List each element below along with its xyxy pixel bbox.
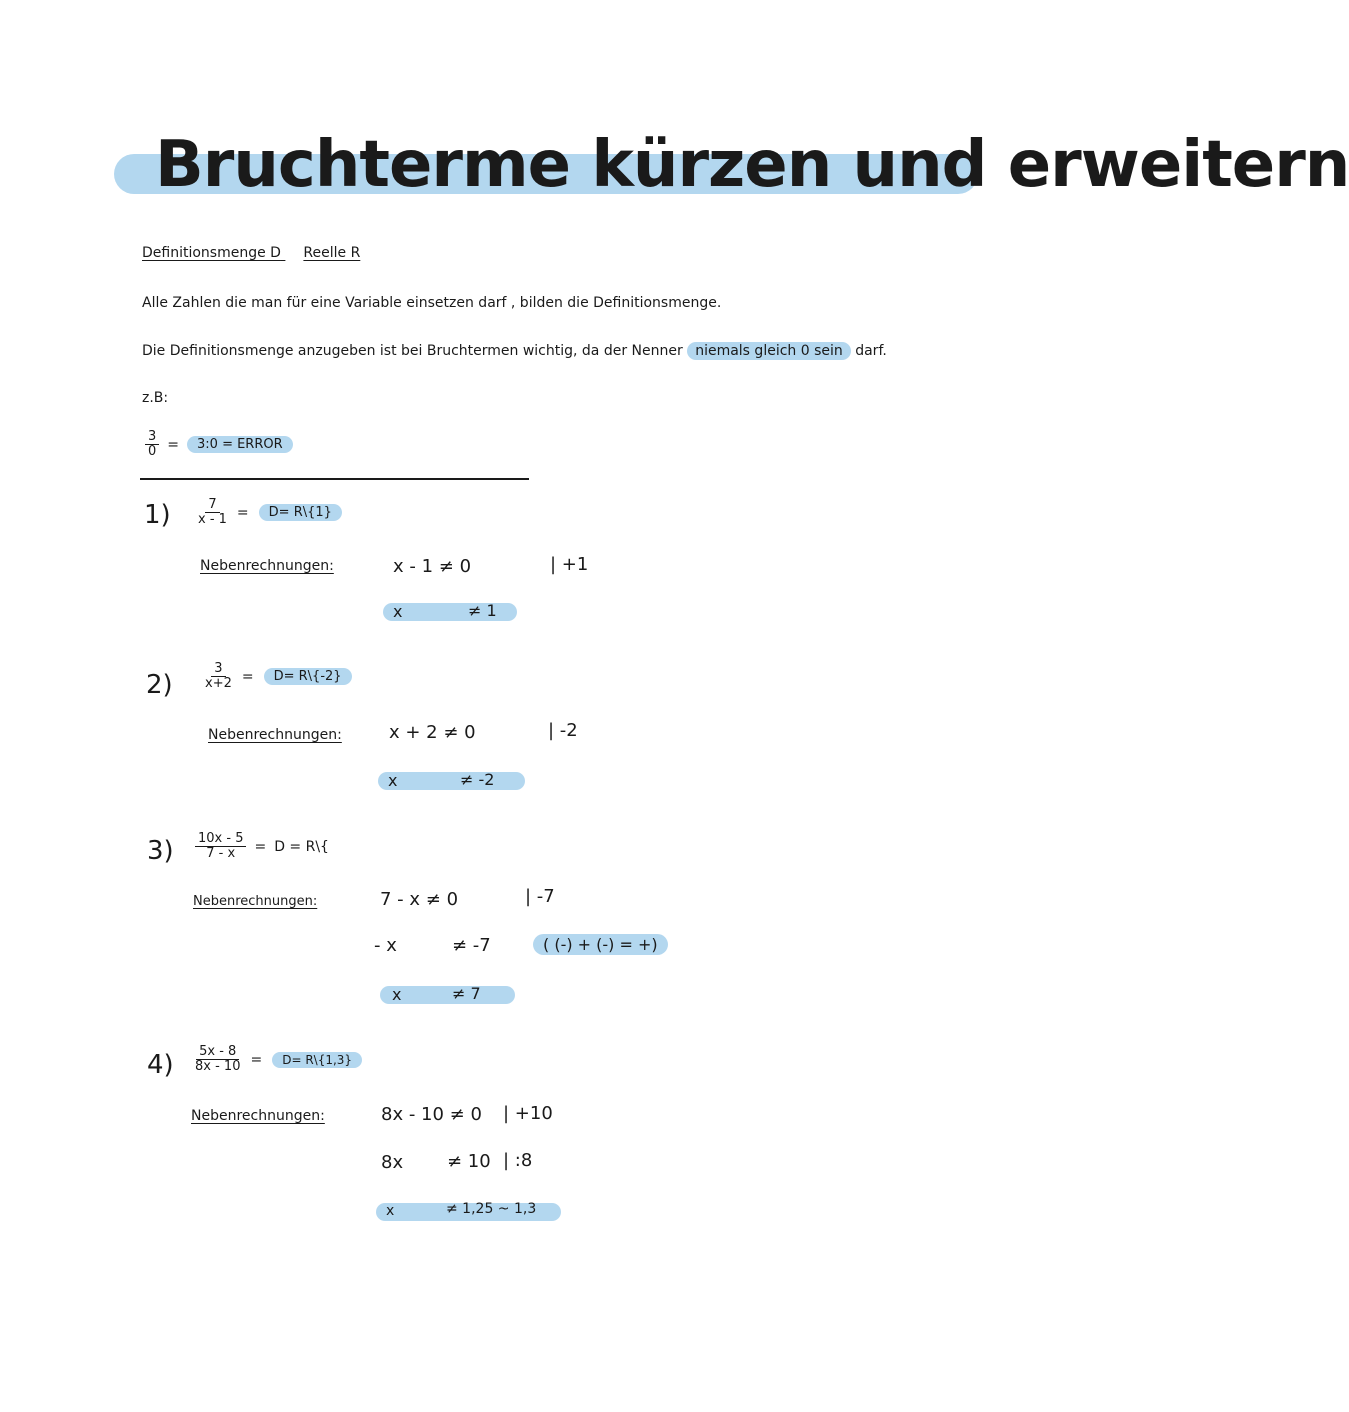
- exercise-1-result-x: x: [393, 602, 403, 621]
- exercise-4-numerator: 5x - 8: [196, 1045, 239, 1060]
- exercise-1-term: [198, 498, 342, 527]
- exercise-2-neben: Nebenrechnungen:: [208, 727, 342, 743]
- exercise-2-result-x: x: [388, 771, 398, 790]
- exercise-2-numerator: 3: [211, 662, 225, 677]
- exercise-3-op1: | -7: [525, 886, 555, 907]
- paragraph-2-start: Die Definitionsmenge anzugeben ist bei Bruchtermen wichtig, da der Nenner: [142, 343, 683, 359]
- exercise-2-fraction: [205, 662, 232, 691]
- example-fraction: [145, 430, 159, 459]
- exercise-2-term: [205, 662, 352, 691]
- exercise-4-line2-right: ≠ 10: [447, 1151, 491, 1172]
- exercise-1-denominator: x - 1: [198, 512, 227, 527]
- exercise-3-fraction: [195, 832, 246, 861]
- exercise-2-result-value: ≠ -2: [460, 770, 495, 789]
- exercise-2-domain-pill: D= R\{-2}: [264, 668, 352, 685]
- example-equals: =: [167, 436, 180, 453]
- exercise-3-neben: Nebenrechnungen:: [193, 894, 318, 909]
- exercise-3-number: 3): [147, 836, 174, 866]
- exercise-4-line1: 8x - 10 ≠ 0: [381, 1104, 482, 1125]
- exercise-2-result-band: [378, 772, 525, 790]
- exercise-1-fraction: [198, 498, 227, 527]
- heading-sub: Reelle R: [303, 245, 361, 261]
- exercise-3-denominator: 7 - x: [206, 846, 236, 861]
- exercise-3-line2-right: ≠ -7: [452, 935, 491, 956]
- example-label: z.B:: [142, 390, 169, 406]
- divider-line: [140, 478, 529, 480]
- exercise-1-domain-pill: D= R\{1}: [259, 504, 342, 521]
- exercise-3-term: [195, 832, 329, 861]
- example-denominator: 0: [148, 444, 157, 459]
- paragraph-2: [142, 343, 887, 359]
- paragraph-1: Alle Zahlen die man für eine Variable einsetzen darf , bilden die Definitionsmenge.: [142, 295, 722, 311]
- example-result-pill: 3:0 = ERROR: [187, 436, 293, 453]
- exercise-3-line2-left: - x: [374, 935, 397, 956]
- exercise-1-op1: | +1: [550, 554, 589, 575]
- exercise-2-denominator: x+2: [205, 676, 232, 691]
- example-numerator: 3: [145, 430, 159, 445]
- exercise-3-domain: D = R\{: [274, 838, 329, 855]
- exercise-4-equals: =: [250, 1051, 263, 1068]
- heading-label: Definitionsmenge D: [142, 245, 281, 261]
- exercise-3-line1: 7 - x ≠ 0: [380, 889, 459, 910]
- example-equation: [145, 430, 293, 459]
- exercise-1-line1: x - 1 ≠ 0: [393, 556, 472, 577]
- exercise-1-equals: =: [236, 504, 249, 521]
- exercise-1-number: 1): [144, 500, 171, 530]
- definition-heading: [142, 245, 360, 261]
- exercise-4-result-value: ≠ 1,25 ~ 1,3: [446, 1201, 537, 1217]
- exercise-4-number: 4): [147, 1050, 174, 1080]
- exercise-2-equals: =: [241, 668, 254, 685]
- exercise-4-domain-pill: D= R\{1,3}: [272, 1052, 362, 1068]
- paragraph-2-highlight: niemals gleich 0 sein: [687, 342, 851, 360]
- exercise-2-number: 2): [146, 670, 173, 700]
- exercise-3-equals: =: [254, 838, 267, 855]
- exercise-4-op1: | +10: [503, 1103, 553, 1124]
- exercise-1-result-band: [383, 603, 517, 621]
- exercise-3-sign-rule: ( (-) + (-) = +): [533, 934, 668, 955]
- exercise-1-result-value: ≠ 1: [468, 601, 497, 620]
- exercise-3-result-value: ≠ 7: [452, 984, 481, 1003]
- exercise-1-numerator: 7: [205, 498, 219, 513]
- page-title: Bruchterme kürzen und erweitern: [155, 128, 1349, 202]
- exercise-2-line1: x + 2 ≠ 0: [389, 722, 476, 743]
- exercise-3-result-x: x: [392, 985, 402, 1004]
- exercise-4-result-x: x: [386, 1203, 395, 1219]
- exercise-1-neben: Nebenrechnungen:: [200, 558, 334, 574]
- exercise-4-denominator: 8x - 10: [195, 1059, 241, 1074]
- exercise-3-numerator: 10x - 5: [195, 832, 246, 847]
- exercise-4-op2: | :8: [503, 1150, 533, 1171]
- paragraph-2-end: darf.: [855, 343, 887, 359]
- exercise-4-neben: Nebenrechnungen:: [191, 1108, 325, 1124]
- exercise-2-op1: | -2: [548, 720, 578, 741]
- exercise-4-term: [195, 1045, 362, 1074]
- exercise-4-line2-left: 8x: [381, 1152, 404, 1173]
- exercise-4-fraction: [195, 1045, 240, 1074]
